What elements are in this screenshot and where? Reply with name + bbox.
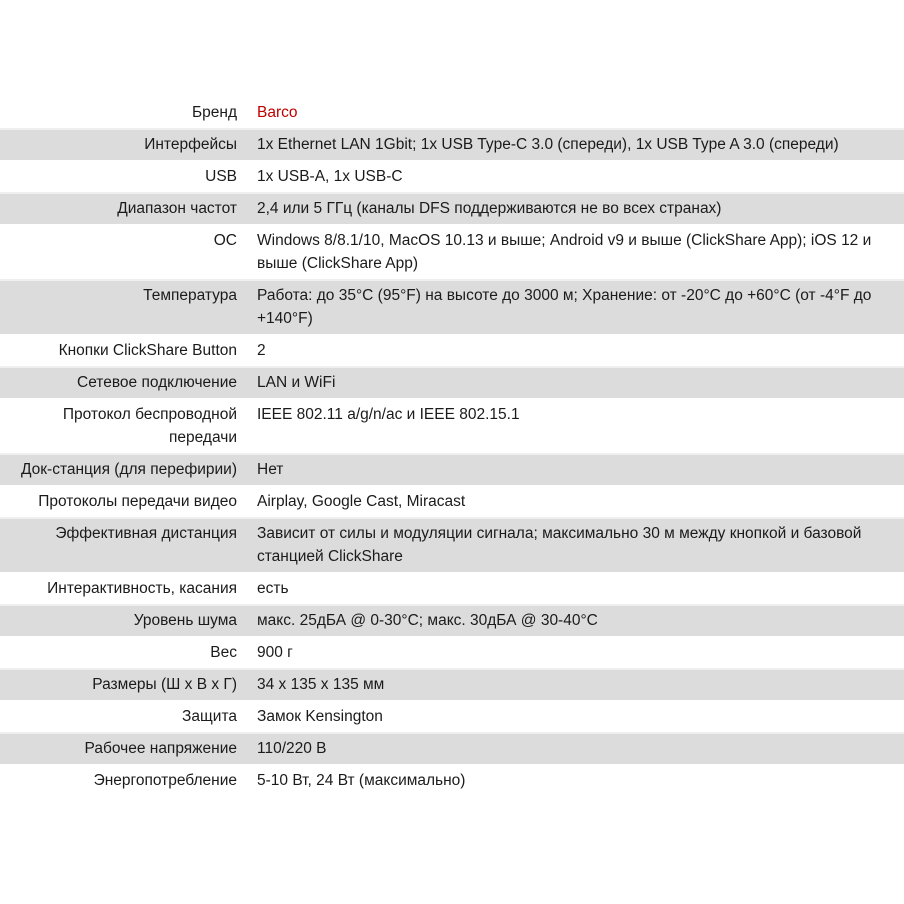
spec-label: Протоколы передачи видео [38,493,237,510]
spec-value: 34 x 135 x 135 мм [257,676,385,693]
spec-value: 5-10 Вт, 24 Вт (максимально) [257,772,466,789]
spec-row-security [0,700,904,732]
spec-value: Airplay, Google Cast, Miracast [257,493,466,510]
spec-label: ОС [213,232,237,249]
spec-value: 2,4 или 5 ГГц (каналы DFS поддерживаются не во всех странах) [257,200,722,217]
spec-row-weight [0,636,904,668]
spec-label: Интерфейсы [144,136,237,153]
spec-row-interfaces [0,128,904,160]
spec-value: Нет [257,461,284,478]
spec-row-power-consumption [0,764,904,796]
spec-value: 1x Ethernet LAN 1Gbit; 1x USB Type-C 3.0 (спереди), 1x USB Type A 3.0 (спереди) [257,136,839,153]
spec-value: макс. 25дБА @ 0-30°C; макс. 30дБА @ 30-40°C [257,612,598,629]
spec-label: Размеры (Ш x В x Г) [92,676,237,693]
spec-row-network [0,366,904,398]
spec-label: Док-станция (для перефирии) [20,461,237,478]
spec-row-dimensions [0,668,904,700]
spec-label: Эффективная дистанция [55,525,237,542]
spec-label: Сетевое подключение [77,374,237,391]
spec-row-brand [0,96,904,128]
spec-row-voltage [0,732,904,764]
spec-row-os [0,224,904,279]
spec-row-effective-distance [0,517,904,572]
spec-row-noise-level [0,604,904,636]
spec-value: Зависит от силы и модуляции сигнала; максимально 30 м между кнопкой и базовой станцией ClickShare [257,525,862,565]
spec-value: 2 [257,342,266,359]
spec-value: LAN и WiFi [257,374,336,391]
spec-value: Работа: до 35°C (95°F) на высоте до 3000 м; Хранение: от -20°C до +60°C (от -4°F до +140°F) [257,287,872,327]
spec-label: Защита [182,708,237,725]
spec-value: Замок Kensington [257,708,383,725]
spec-label: Температура [143,287,237,304]
spec-row-video-protocols [0,485,904,517]
spec-row-frequency-range [0,192,904,224]
spec-label: Энергопотребление [93,772,237,789]
brand-link[interactable]: Barco [257,104,298,121]
spec-label: Кнопки ClickShare Button [58,342,237,359]
spec-label: Интерактивность, касания [47,580,237,597]
spec-value: 900 г [257,644,293,661]
spec-row-buttons [0,334,904,366]
spec-table [0,96,904,796]
spec-value: Windows 8/8.1/10, MacOS 10.13 и выше; Android v9 и выше (ClickShare App); iOS 12 и выше (ClickShare App) [257,232,872,272]
spec-label: Уровень шума [133,612,237,629]
spec-row-dock-station [0,453,904,485]
spec-label: Вес [210,644,237,661]
spec-value: 1x USB-A, 1x USB-C [257,168,403,185]
spec-label: USB [205,168,237,185]
spec-row-interactivity [0,572,904,604]
spec-label: Рабочее напряжение [84,740,237,757]
spec-label: Диапазон частот [117,200,237,217]
spec-row-temperature [0,279,904,334]
spec-label: Протокол беспроводной передачи [62,406,237,446]
spec-label: Бренд [191,104,237,121]
spec-value: 110/220 В [257,740,327,757]
spec-value: IEEE 802.11 a/g/n/ac и IEEE 802.15.1 [257,406,520,423]
spec-row-wireless-protocol [0,398,904,453]
spec-value [257,101,904,124]
spec-value: есть [257,580,289,597]
spec-row-usb [0,160,904,192]
